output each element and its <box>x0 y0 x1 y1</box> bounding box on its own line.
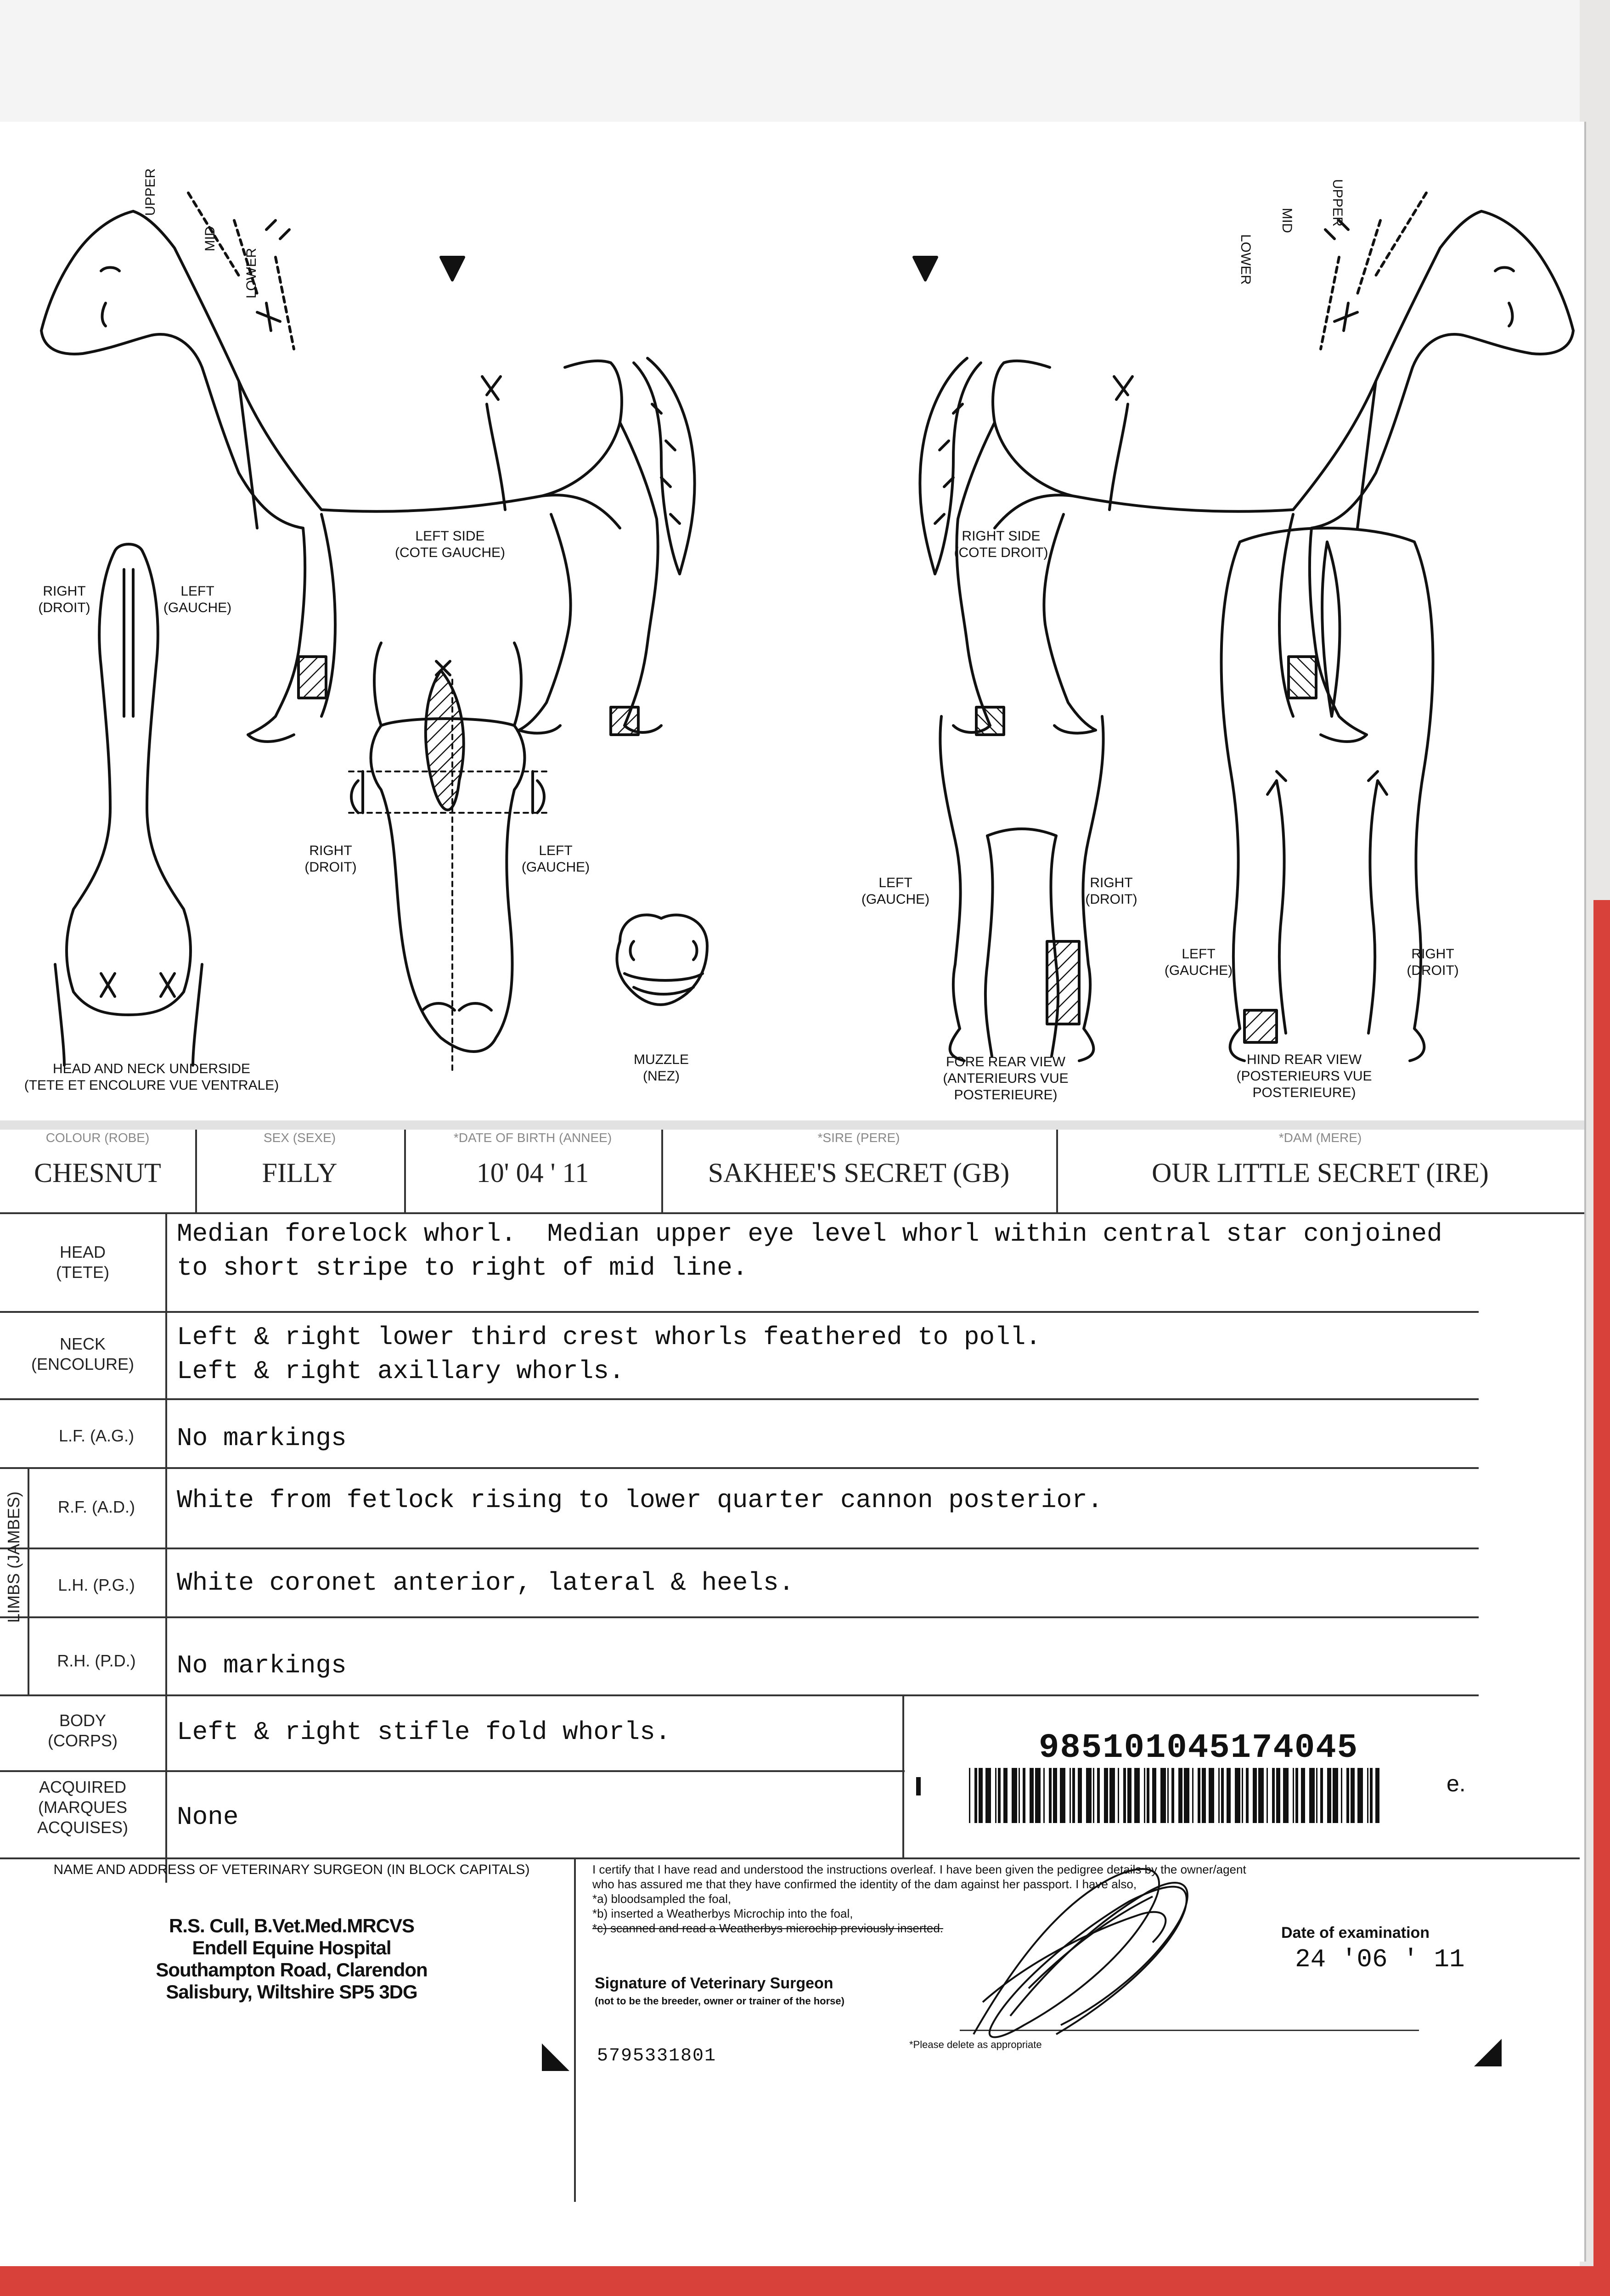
row-rule <box>0 1467 1479 1469</box>
date-label: Date of examination <box>1281 1924 1430 1941</box>
row-rule <box>0 1694 1479 1696</box>
fore-rear-right-label: RIGHT (DROIT) <box>1085 875 1137 907</box>
muzzle-caption: MUZZLE (NEZ) <box>634 1052 689 1084</box>
row-rule <box>0 1857 1580 1859</box>
tick-mark <box>916 1777 921 1795</box>
row-rule <box>0 1311 1479 1313</box>
body-markings: Left & right stifle fold whorls. <box>177 1717 671 1747</box>
lh-markings: White coronet anterior, lateral & heels. <box>177 1568 794 1598</box>
header-bottom-rule <box>0 1212 1584 1214</box>
colour-label: COLOUR (ROBE) <box>45 1131 150 1145</box>
rf-label: R.F. (A.D.) <box>58 1497 135 1516</box>
lh-label: L.H. (P.G.) <box>58 1576 135 1594</box>
signature-label: Signature of Veterinary Surgeon <box>595 1975 833 1992</box>
right-side-label: RIGHT SIDE (COTE DROIT) <box>954 529 1048 560</box>
sex-value: FILLY <box>262 1158 338 1188</box>
arrow-left-marker <box>441 257 464 280</box>
please-delete-note: *Please delete as appropriate <box>909 2039 1042 2050</box>
red-cover-bottom <box>0 2266 1610 2296</box>
neck-markings: Left & right lower third crest whorls feathered to poll. Left & right axillary whorls. <box>177 1322 1041 1386</box>
vet-address: R.S. Cull, B.Vet.Med.MRCVS Endell Equine Hospital Southampton Road, Clarendon Salisbury, Wiltshire SP5 3DG <box>156 1915 428 2003</box>
rh-markings: No markings <box>177 1651 347 1680</box>
sire-value: SAKHEE'S SECRET (GB) <box>708 1158 1010 1188</box>
fore-rear-caption: FORE REAR VIEW (ANTERIEURS VUE POSTERIEURE) <box>943 1054 1069 1103</box>
row-rule <box>0 1548 1479 1549</box>
head-front-right-label: RIGHT (DROIT) <box>304 843 357 875</box>
hind-rear-caption: HIND REAR VIEW (POSTERIEURS VUE POSTERIEURE) <box>1236 1052 1372 1100</box>
corner-marker-left <box>542 2043 569 2071</box>
acquired-label: ACQUIRED (MARQUES ACQUISES) <box>37 1778 129 1837</box>
neck-lower-label: LOWER <box>244 248 259 298</box>
microchip-number: 985101045174045 <box>1038 1729 1359 1767</box>
lf-markings: No markings <box>177 1424 347 1453</box>
signature-note: (not to be the breeder, owner or trainer of the horse) <box>595 1995 844 2007</box>
vet-signature <box>955 1851 1212 2053</box>
fore-rear-left-label: LEFT (GAUCHE) <box>861 875 930 907</box>
body-label: BODY (CORPS) <box>48 1711 118 1750</box>
hind-rear-left-label: LEFT (GAUCHE) <box>1164 946 1233 978</box>
rh-label: R.H. (P.D.) <box>57 1651 136 1670</box>
horse-diagrams <box>0 0 1610 1120</box>
head-neck-underside <box>55 544 202 1065</box>
left-side-horse <box>41 211 695 742</box>
reference-number: 5795331801 <box>597 2046 717 2066</box>
sire-label: *SIRE (PERE) <box>817 1131 900 1145</box>
dam-label: *DAM (MERE) <box>1278 1131 1362 1145</box>
head-front-left-label: LEFT (GAUCHE) <box>521 843 590 875</box>
head-label: HEAD (TETE) <box>56 1243 109 1282</box>
microchip-barcode <box>969 1768 1391 1823</box>
sex-label: SEX (SEXE) <box>263 1131 336 1145</box>
acquired-markings: None <box>177 1802 239 1832</box>
neck-upper-label-right: UPPER <box>1330 179 1345 227</box>
underside-caption: HEAD AND NECK UNDERSIDE (TETE ET ENCOLURE VUE VENTRALE) <box>24 1061 279 1093</box>
vet-divider <box>574 1857 576 2202</box>
hind-rear-right-label: RIGHT (DROIT) <box>1407 946 1459 978</box>
date-of-examination: 24 '06 ' 11 <box>1295 1945 1465 1974</box>
rf-markings: White from fetlock rising to lower quarter cannon posterior. <box>177 1486 1103 1515</box>
neck-mid-label-right: MID <box>1279 208 1295 233</box>
limbs-label: LIMBS (JAMBES) <box>4 1491 23 1623</box>
lf-label: L.F. (A.G.) <box>58 1426 135 1445</box>
dob-value: 10' 04 ' 11 <box>476 1158 589 1188</box>
neck-label: NECK (ENCOLURE) <box>31 1334 134 1373</box>
colour-value: CHESNUT <box>34 1158 161 1188</box>
left-side-label: LEFT SIDE (COTE GAUCHE) <box>395 529 505 560</box>
arrow-right-marker <box>914 257 937 280</box>
neck-mid-label: MID <box>203 226 218 252</box>
row-rule <box>0 1398 1479 1400</box>
underside-left-label: LEFT (GAUCHE) <box>163 584 232 615</box>
row-rule <box>0 1616 1479 1618</box>
head-markings: Median forelock whorl. Median upper eye level whorl within central star conjoined to short stripe to right of mid line. <box>177 1219 1442 1283</box>
corner-marker-right <box>1474 2039 1502 2066</box>
neck-lower-label-right: LOWER <box>1238 234 1253 285</box>
certification-text: I certify that I have read and understood the instructions overleaf. I have been given the pedigree details by the owner/agent who has assured me that they have confirmed the identity of the dam against her passport. I have also, *a) bloodsampled the foal, *b) inserted a Weatherbys Microchip into the foal, *c) scanned and read a Weatherbys microchip previously inserted. <box>592 1863 1246 1935</box>
fold-shadow <box>0 1120 1584 1130</box>
dam-value: OUR LITTLE SECRET (IRE) <box>1152 1158 1489 1188</box>
body-divider <box>902 1694 904 1857</box>
neck-upper-label: UPPER <box>143 168 158 216</box>
barcode-suffix: e. <box>1447 1771 1466 1796</box>
hind-rear-view <box>1222 528 1433 1061</box>
vet-header: NAME AND ADDRESS OF VETERINARY SURGEON (IN BLOCK CAPITALS) <box>53 1862 530 1877</box>
row-rule <box>0 1770 905 1772</box>
muzzle-diagram <box>617 915 707 1005</box>
underside-right-label: RIGHT (DROIT) <box>38 584 90 615</box>
dob-label: *DATE OF BIRTH (ANNEE) <box>453 1131 612 1145</box>
